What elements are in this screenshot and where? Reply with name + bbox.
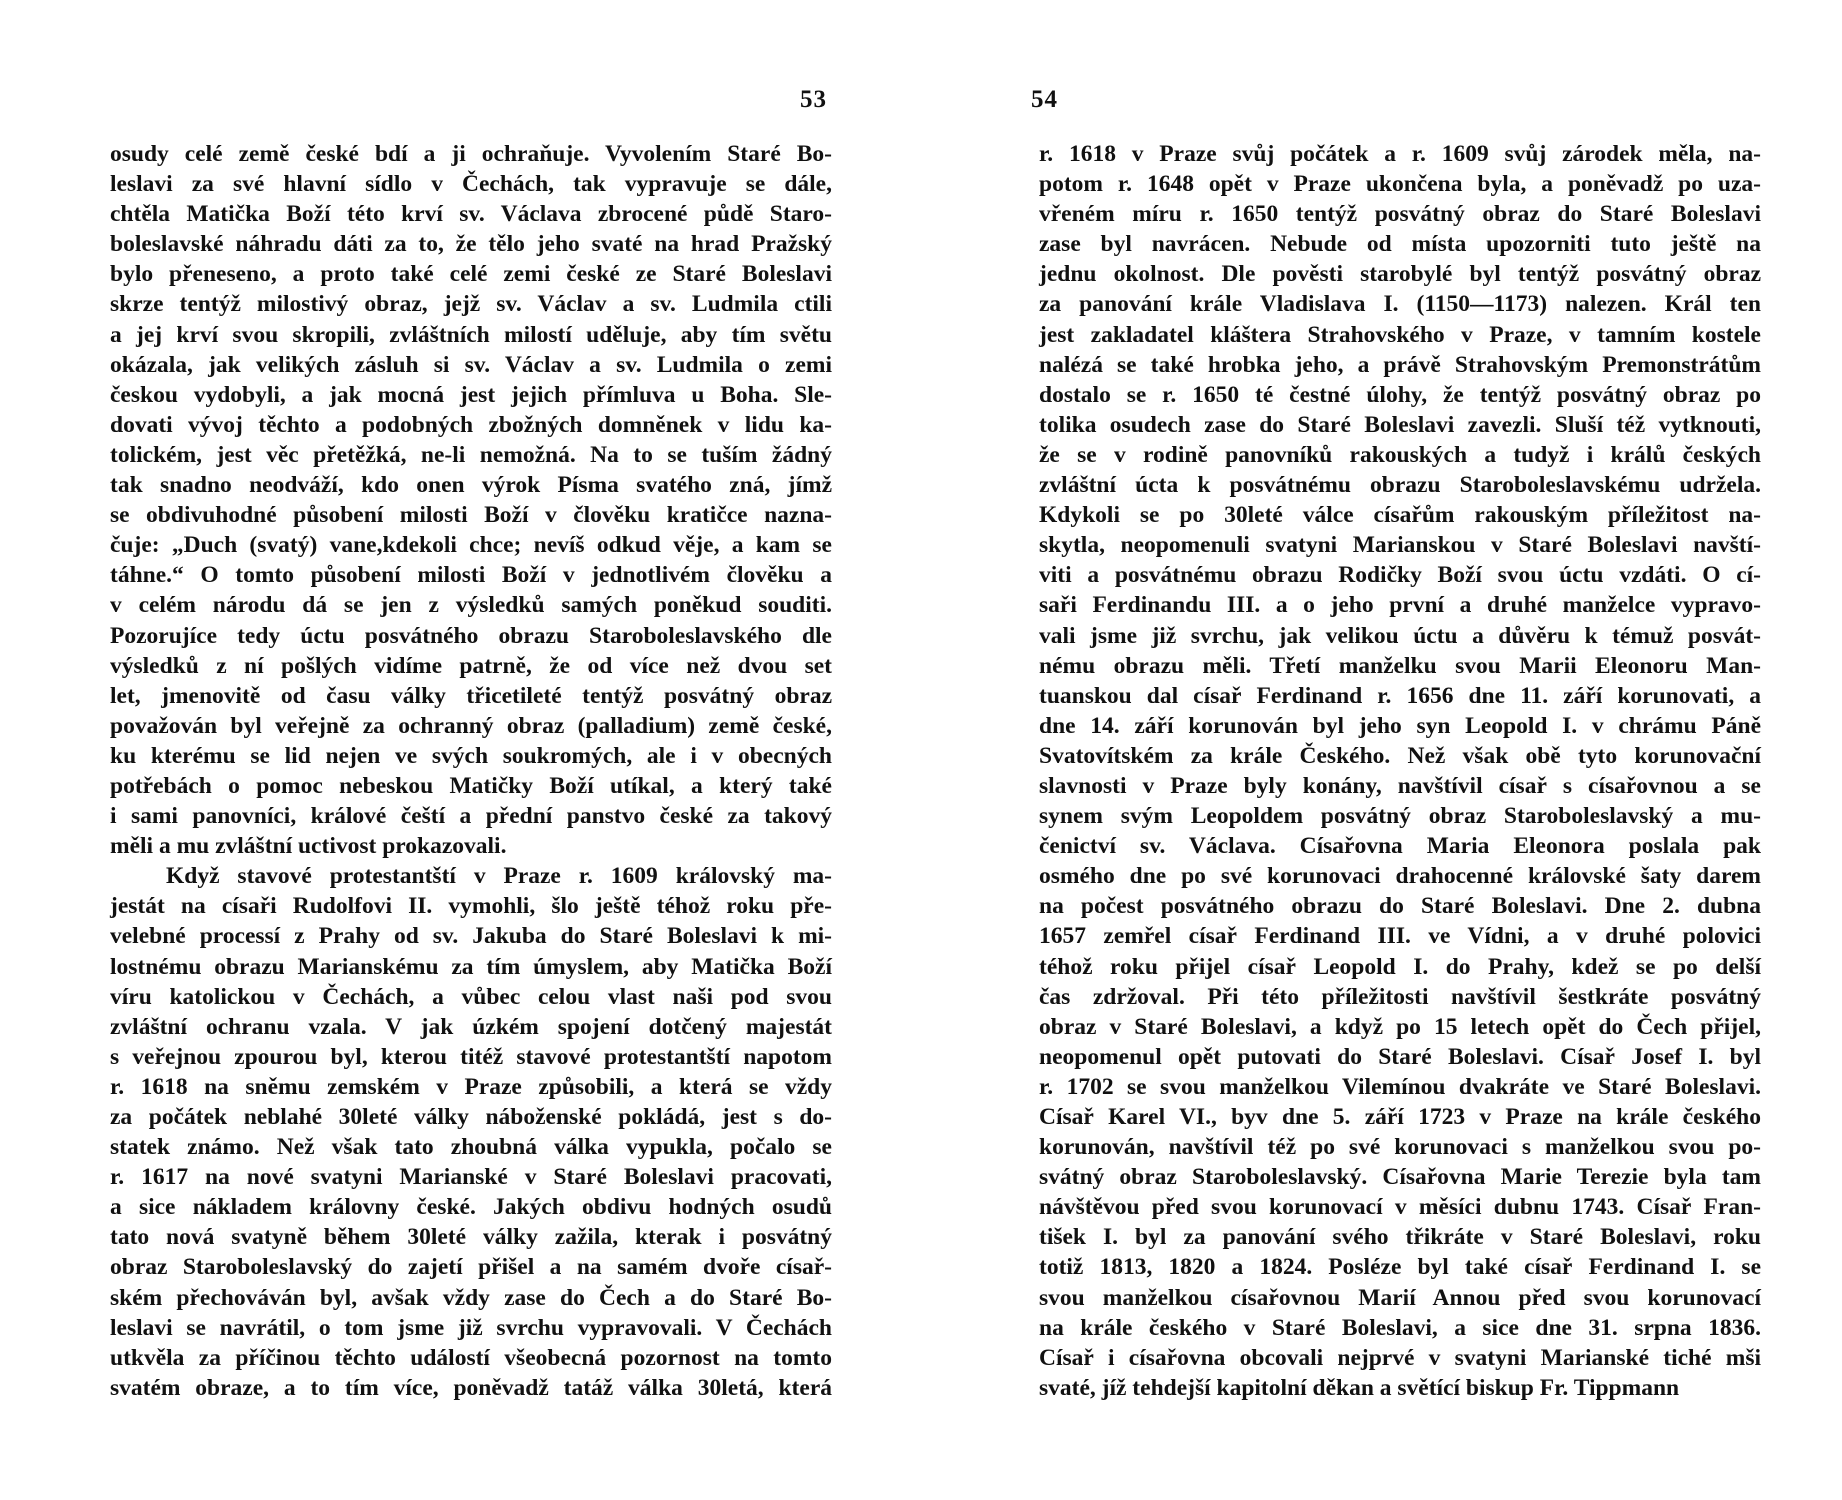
text-line: lostnému obrazu Marianskému za tím úmyslem, aby Matička Boží [110,953,832,980]
text-line: dne 14. září korunován byl jeho syn Leopold I. v chrámu Páně [1039,712,1761,739]
text-line: jestát na císaři Rudolfovi II. vymohli, šlo ještě téhož roku pře- [110,893,832,920]
text-line: Kdykoli se po 30leté válce císařům rakouským příležitost na- [1039,502,1761,529]
text-line: boleslavské náhradu dáti za to, že tělo jeho svaté na hrad Pražský [110,231,832,258]
text-line: skytla, neopomenuli svatyni Marianskou v Staré Boleslavi navští- [1039,532,1761,559]
text-line: ském přechováván byl, avšak vždy zase do Čech a do Staré Bo- [110,1284,832,1311]
text-line: vali jsme již svrchu, jak velikou úctu a důvěru k témuž posvát- [1039,622,1761,649]
text-line: viti a posvátnému obrazu Rodičky Boží svou úctu vzdáti. O cí- [1039,562,1761,589]
text-line: dovati vývoj těchto a podobných zbožných domněnek v lidu ka- [110,411,832,438]
text-line: téhož roku přijel císař Leopold I. do Prahy, kdež se po delší [1039,953,1761,980]
text-line: potom r. 1648 opět v Praze ukončena byla, a poněvadž po uza- [1039,171,1761,198]
text-line: r. 1702 se svou manželkou Vilemínou dvakráte ve Staré Boleslavi. [1039,1073,1761,1100]
text-line: skrze tentýž milostivý obraz, jejž sv. Václav a sv. Ludmila ctili [110,291,832,318]
text-line: považován byl veřejně za ochranný obraz (palladium) země české, [110,712,832,739]
text-line: na počest posvátného obrazu do Staré Boleslavi. Dne 2. dubna [1039,893,1761,920]
text-line: a jej krví svou skropili, zvláštních milostí uděluje, aby tím světu [110,321,832,348]
text-line: svaté, jíž tehdejší kapitolní děkan a světící biskup Fr. Tippmann [1039,1374,1680,1401]
text-line: utkvěla za příčinou těchto událostí všeobecná pozornost na tomto [110,1344,832,1371]
text-line: synem svým Leopoldem posvátný obraz Staroboleslavský a mu- [1039,803,1761,830]
text-line: svou manželkou císařovnou Marií Annou před svou korunovací [1039,1284,1761,1311]
text-line: r. 1618 v Praze svůj počátek a r. 1609 svůj zárodek měla, na- [1039,141,1761,167]
text-line: ku kterému se lid nejen ve svých soukromých, ale i v obecných [110,742,832,769]
text-line: víru katolickou v Čechách, a vůbec celou vlast naši pod svou [110,983,832,1010]
text-line: návštěvou před svou korunovací v měsíci dubnu 1743. Císař Fran- [1039,1194,1761,1221]
text-line: leslavi za své hlavní sídlo v Čechách, tak vypravuje se dále, [110,171,832,198]
page-text [1039,139,1761,1403]
text-line: se obdivuhodné působení milosti Boží v člověku kratičce nazna- [110,502,832,529]
text-line: v celém národu dá se jen z výsledků samých poněkud souditi. [110,592,832,619]
text-line: bylo přeneseno, a proto také celé zemi české ze Staré Boleslavi [110,261,832,288]
text-line: vřeném míru r. 1650 tentýž posvátný obraz do Staré Boleslavi [1039,201,1761,228]
text-line: korunován, navštívil též po své korunovaci s manželkou svou po- [1039,1134,1761,1161]
text-line: svátný obraz Staroboleslavský. Císařovna Marie Terezie byla tam [1039,1164,1761,1191]
text-line: osmého dne po své korunovaci drahocenné královské šaty darem [1039,863,1761,890]
text-line: čuje: „Duch (svatý) vane,kdekoli chce; nevíš odkud věje, a kam se [110,532,832,559]
text-line: statek známo. Než však tato zhoubná válka vypukla, počalo se [110,1134,832,1161]
text-line: obraz Staroboleslavský do zajetí přišel a na samém dvoře císař- [110,1254,832,1281]
text-line: tolickém, jest věc přetěžká, ne-li nemožná. Na to se tuším žádný [110,441,832,468]
text-line: zvláštní úcta k posvátnému obrazu Staroboleslavskému udržela. [1039,472,1761,499]
text-line: r. 1618 na sněmu zemském v Praze způsobili, a která se vždy [110,1073,832,1100]
text-line: jednu okolnost. Dle pověsti starobylé byl tentýž posvátný obraz [1039,261,1761,288]
text-line: čenictví sv. Václava. Císařovna Maria Eleonora poslala pak [1039,833,1761,860]
text-line: Svatovítském za krále Českého. Než však obě tyto korunovační [1039,742,1761,769]
page-number: 54 [1031,86,1058,113]
text-line: táhne.“ O tomto působení milosti Boží v jednotlivém člověku a [110,562,832,589]
text-line: zvláštní ochranu vzala. V jak úzkém spojení dotčený majestát [110,1013,832,1040]
page-number: 53 [800,86,827,113]
text-line: za počátek neblahé 30leté války náboženské pokládá, jest s do- [110,1104,832,1130]
text-line: čas zdržoval. Při této příležitosti navštívil šestkráte posvátný [1039,983,1761,1010]
text-line: že se v rodině panovníků rakouských a tudyž i králů českých [1039,441,1761,468]
text-line: nalézá se také hrobka jeho, a právě Strahovským Premonstrátům [1039,351,1761,378]
text-line: na krále českého v Staré Boleslavi, a sice dne 31. srpna 1836. [1039,1314,1761,1341]
text-line: obraz v Staré Boleslavi, a když po 15 letech opět do Čech přijel, [1039,1013,1761,1040]
text-line: let, jmenovitě od času války třicetileté tentýž posvátný obraz [110,682,832,709]
text-line: Pozorujíce tedy úctu posvátného obrazu Staroboleslavského dle [110,622,832,649]
right-page [921,0,1842,1500]
text-line: a sice nákladem královny české. Jakých obdivu hodných osudů [110,1194,832,1221]
text-line: slavnosti v Praze byly konány, navštívil císař s císařovnou a se [1039,772,1761,799]
text-line: tolika osudech zase do Staré Boleslavi zavezli. Sluší též vytknouti, [1039,411,1761,438]
text-line: nému obrazu měli. Třetí manželku svou Marii Eleonoru Man- [1039,652,1761,679]
text-line: chtěla Matička Boží této krví sv. Václava zbrocené půdě Staro- [110,201,832,228]
text-line: Císař Karel VI., byv dne 5. září 1723 v Praze na krále českého [1039,1104,1761,1130]
text-line: svatém obraze, a to tím více, poněvadž tatáž válka 30letá, která [110,1374,832,1401]
text-line: jest zakladatel kláštera Strahovského v Praze, v tamním kostele [1039,321,1761,348]
text-line: za panování krále Vladislava I. (1150—1173) nalezen. Král ten [1039,291,1761,318]
text-line: neopomenul opět putovati do Staré Boleslavi. Císař Josef I. byl [1039,1043,1761,1070]
text-line: Když stavové protestantští v Praze r. 1609 královský ma- [166,863,832,890]
text-line: dostalo se r. 1650 té čestné úlohy, že tentýž posvátný obraz po [1039,381,1761,408]
text-line: tak snadno neodváží, kdo onen výrok Písma svatého zná, jímž [110,472,832,499]
text-line: s veřejnou zpourou byl, kterou titéž stavové protestantští napotom [110,1043,832,1070]
text-line: měli a mu zvláštní uctivost prokazovali. [110,833,507,860]
text-line: okázala, jak velikých zásluh si sv. Václav a sv. Ludmila o zemi [110,351,832,378]
text-line: leslavi se navrátil, o tom jsme již svrchu vypravovali. V Čechách [110,1314,832,1341]
text-line: českou vydobyli, a jak mocná jest jejich přímluva u Boha. Sle- [110,381,832,408]
text-line: tuanskou dal císař Ferdinand r. 1656 dne 11. září korunovati, a [1039,682,1761,709]
text-line: Císař i císařovna obcovali nejprvé v svatyni Marianské tiché mši [1039,1344,1761,1371]
text-line: saři Ferdinandu III. a o jeho první a druhé manželce vypravo- [1039,592,1761,619]
text-line: i sami panovníci, králové čeští a přední panstvo české za takový [110,803,832,830]
text-line: potřebách o pomoc nebeskou Matičky Boží utíkal, a který také [110,772,832,799]
text-line: tišek I. byl za panování svého třikráte v Staré Boleslavi, roku [1039,1224,1761,1251]
text-line: osudy celé země české bdí a ji ochraňuje. Vyvolením Staré Bo- [110,141,832,167]
text-line: totiž 1813, 1820 a 1824. Posléze byl také císař Ferdinand I. se [1039,1254,1761,1281]
text-line: velebné processí z Prahy od sv. Jakuba do Staré Boleslavi k mi- [110,923,832,950]
text-line: zase byl navrácen. Nebude od místa upozorniti tuto ještě na [1039,231,1761,258]
text-line: výsledků z ní pošlých vidíme patrně, že od více než dvou set [110,652,832,679]
text-line: tato nová svatyně během 30leté války zažila, kterak i posvátný [110,1224,832,1251]
text-line: 1657 zemřel císař Ferdinand III. ve Vídni, a v druhé polovici [1039,923,1761,950]
page-text [110,139,832,1403]
text-line: r. 1617 na nové svatyni Marianské v Staré Boleslavi pracovati, [110,1164,832,1191]
